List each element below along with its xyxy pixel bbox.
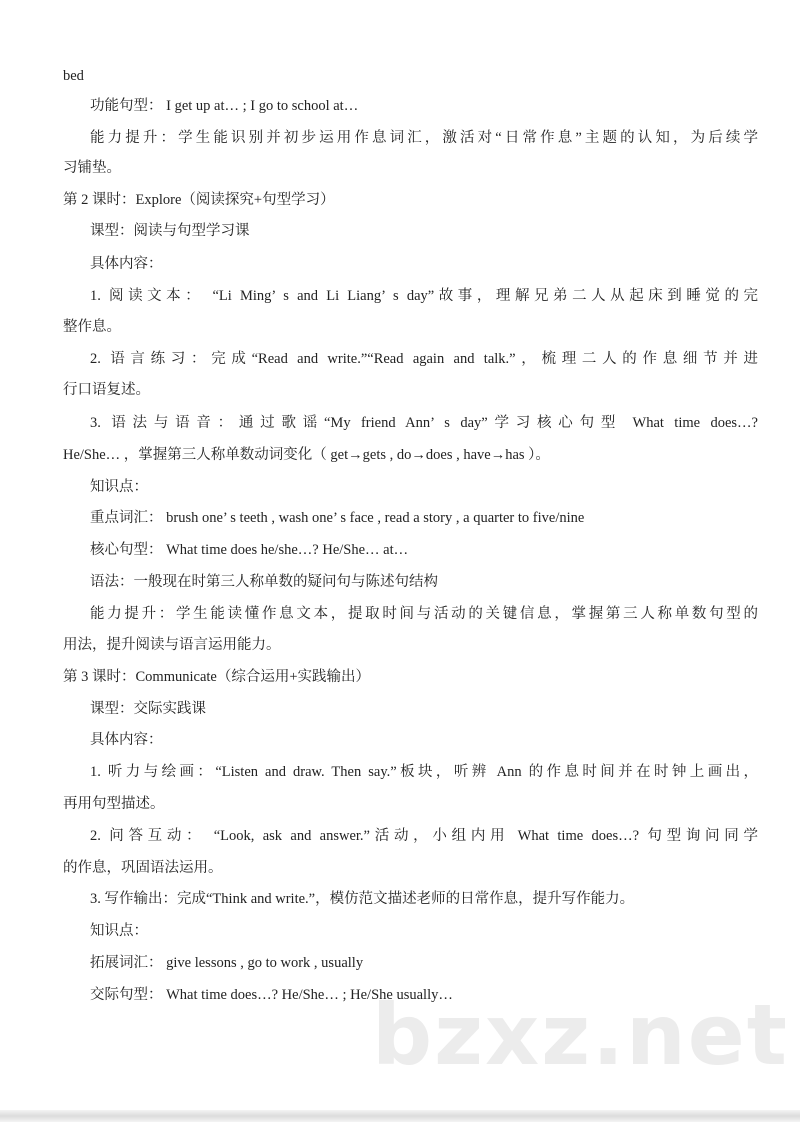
text-line: 的作息，巩固语法运用。 [63, 860, 223, 876]
text-line: 1. 听力与绘画：“Listen and draw. Then say.”板块，听辨 Ann 的作息时间并在时钟上画出， [90, 764, 758, 780]
text-line: 交际句型： What time does…? He/She… ; He/She usually… [90, 987, 453, 1003]
text-line: 3. 写作输出：完成“Think and write.”，模仿范文描述老师的日常作息，提升写作能力。 [90, 891, 635, 907]
text-line: 课型：阅读与句型学习课 [90, 223, 250, 239]
text-line: 2. 问答互动： “Look, ask and answer.”活动，小组内用 What time does…? 句型询问同学 [90, 828, 758, 844]
text-line: 课型：交际实践课 [90, 701, 206, 717]
text-line: 具体内容： [90, 732, 163, 748]
text-line: 知识点： [90, 479, 148, 495]
text-line: 知识点： [90, 923, 148, 939]
text-line: 能力提升：学生能识别并初步运用作息词汇，激活对“日常作息”主题的认知，为后续学 [90, 130, 758, 146]
text-line: 再用句型描述。 [63, 796, 165, 812]
text-line: bed [63, 68, 84, 84]
text-line: 核心句型： What time does he/she…? He/She… at… [90, 542, 409, 558]
text-line: 拓展词汇： give lessons , go to work , usually [90, 955, 364, 971]
text-line: He/She… ，掌握第三人称单数动词变化（ get→gets , do→does , have→has ）。 [63, 447, 550, 463]
text-line: 习铺垫。 [63, 160, 121, 176]
page-separator [0, 1110, 800, 1122]
text-line: 功能句型： I get up at… ; I go to school at… [90, 98, 359, 114]
text-line: 重点词汇： brush one’ s teeth , wash one’ s face , read a story , a quarter to five/nine [90, 510, 585, 526]
text-line: 具体内容： [90, 256, 163, 272]
lesson-heading: 第 3 课时：Communicate（综合运用+实践输出） [63, 669, 371, 685]
text-line: 行口语复述。 [63, 382, 150, 398]
text-line: 用法，提升阅读与语言运用能力。 [63, 637, 281, 653]
text-line: 能力提升：学生能读懂作息文本，提取时间与活动的关键信息，掌握第三人称单数句型的 [90, 606, 758, 622]
text-line: 2. 语言练习：完成“Read and write.”“Read again and talk.”，梳理二人的作息细节并进 [90, 351, 758, 367]
text-line: 1. 阅读文本： “Li Ming’ s and Li Liang’ s day”故事，理解兄弟二人从起床到睡觉的完 [90, 288, 758, 304]
lesson-heading: 第 2 课时：Explore（阅读探究+句型学习） [63, 192, 335, 208]
text-line: 3. 语法与语音：通过歌谣“My friend Ann’ s day”学习核心句型 What time does…? [90, 415, 758, 431]
text-line: 语法：一般现在时第三人称单数的疑问句与陈述句结构 [90, 574, 438, 590]
watermark: bzxz.net [372, 986, 789, 1084]
text-line: 整作息。 [63, 319, 121, 335]
